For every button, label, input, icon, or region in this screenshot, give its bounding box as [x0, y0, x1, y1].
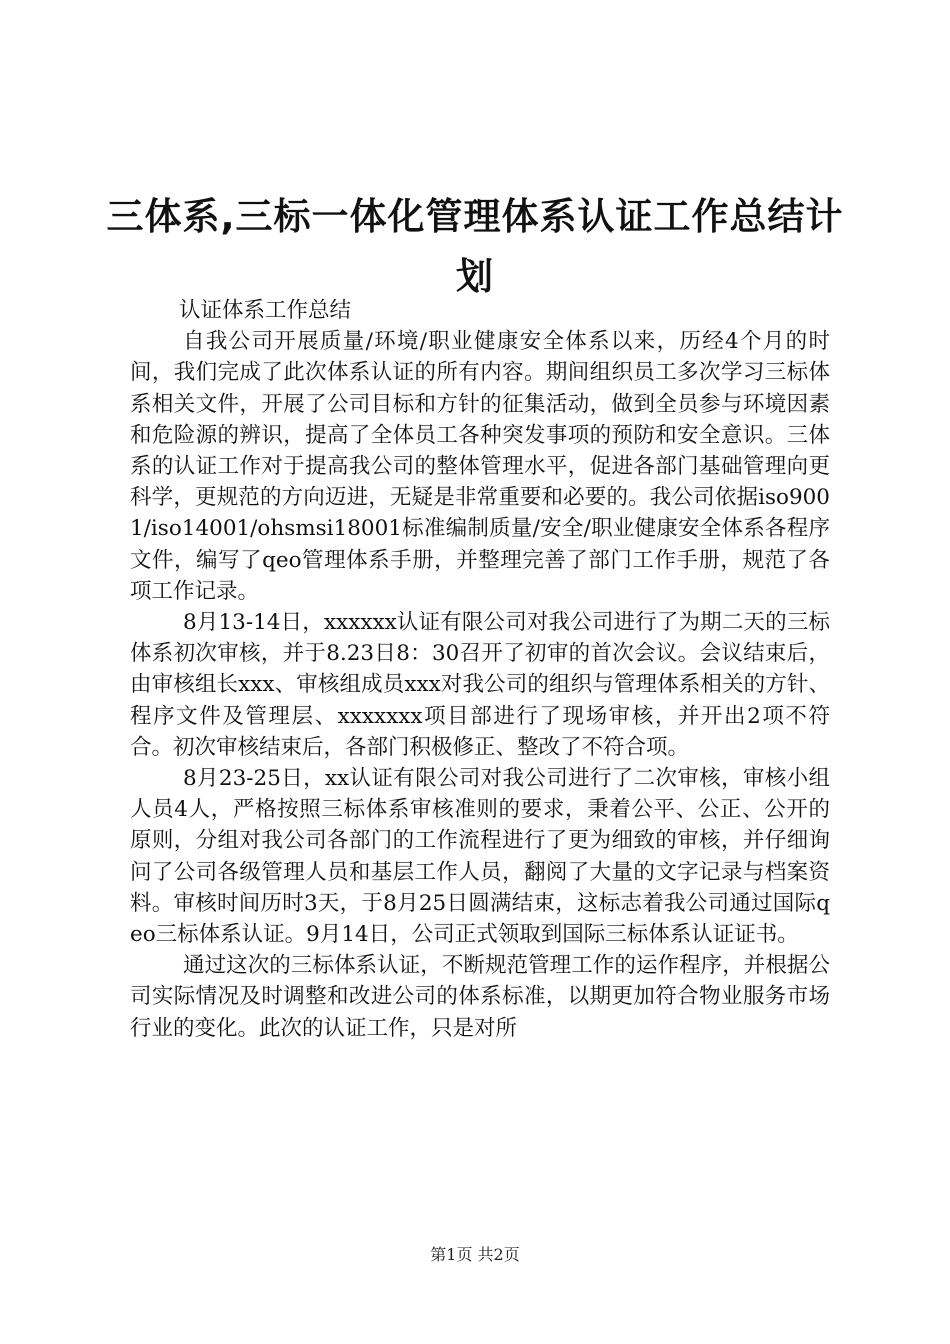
section-subheading: 认证体系工作总结: [179, 298, 352, 323]
page-number-footer: 第1页 共2页: [430, 1245, 520, 1264]
paragraph-1: 自我公司开展质量/环境/职业健康安全体系以来，历经4个月的时间，我们完成了此次体系认证的所有内容。期间组织员工多次学习三标体系相关文件，开展了公司目标和方针的征集活动，做到全员参与环境因素和危险源的辨识，提高了全体员工各种突发事项的预防和安全意识。三体系的认证工作对于提高我公司的整体管理水平，促进各部门基础管理向更科学，更规范的方向迈进，无疑是非常重要和必要的。我公司依据iso9001/iso14001/ohsmsi18001标准编制质量/安全/职业健康安全体系各程序文件，编写了qeo管理体系手册，并整理完善了部门工作手册，规范了各项工作记录。: [130, 329, 830, 604]
paragraph-2: 8月13-14日，xxxxxx认证有限公司对我公司进行了为期二天的三标体系初次审核，并于8.23日8：30召开了初审的首次会议。会议结束后，由审核组长xxx、审核组成员xxx对我公司的组织与管理体系相关的方针、程序文件及管理层、xxxxxxx项目部进行了现场审核，并开出2项不符合。初次审核结束后，各部门积极修正、整改了不符合项。: [130, 610, 830, 760]
document-title-line-1: 三体系,三标一体化管理体系认证工作总结计: [106, 195, 844, 238]
paragraph-3: 8月23-25日，xx认证有限公司对我公司进行了二次审核，审核小组人员4人，严格按照三标体系审核准则的要求，秉着公平、公正、公开的原则，分组对我公司各部门的工作流程进行了更为细致的审核，并仔细询问了公司各级管理人员和基层工作人员，翻阅了大量的文字记录与档案资料。审核时间历时3天，于8月25日圆满结束，这标志着我公司通过国际qeo三标体系认证。9月14日，公司正式领取到国际三标体系认证证书。: [130, 766, 830, 948]
document-body: [130, 295, 830, 1044]
paragraph-4: 通过这次的三标体系认证，不断规范管理工作的运作程序，并根据公司实际情况及时调整和改进公司的体系标准，以期更加符合物业服务市场行业的变化。此次的认证工作，只是对所: [130, 953, 830, 1041]
document-title-line-2: 划: [456, 255, 494, 298]
